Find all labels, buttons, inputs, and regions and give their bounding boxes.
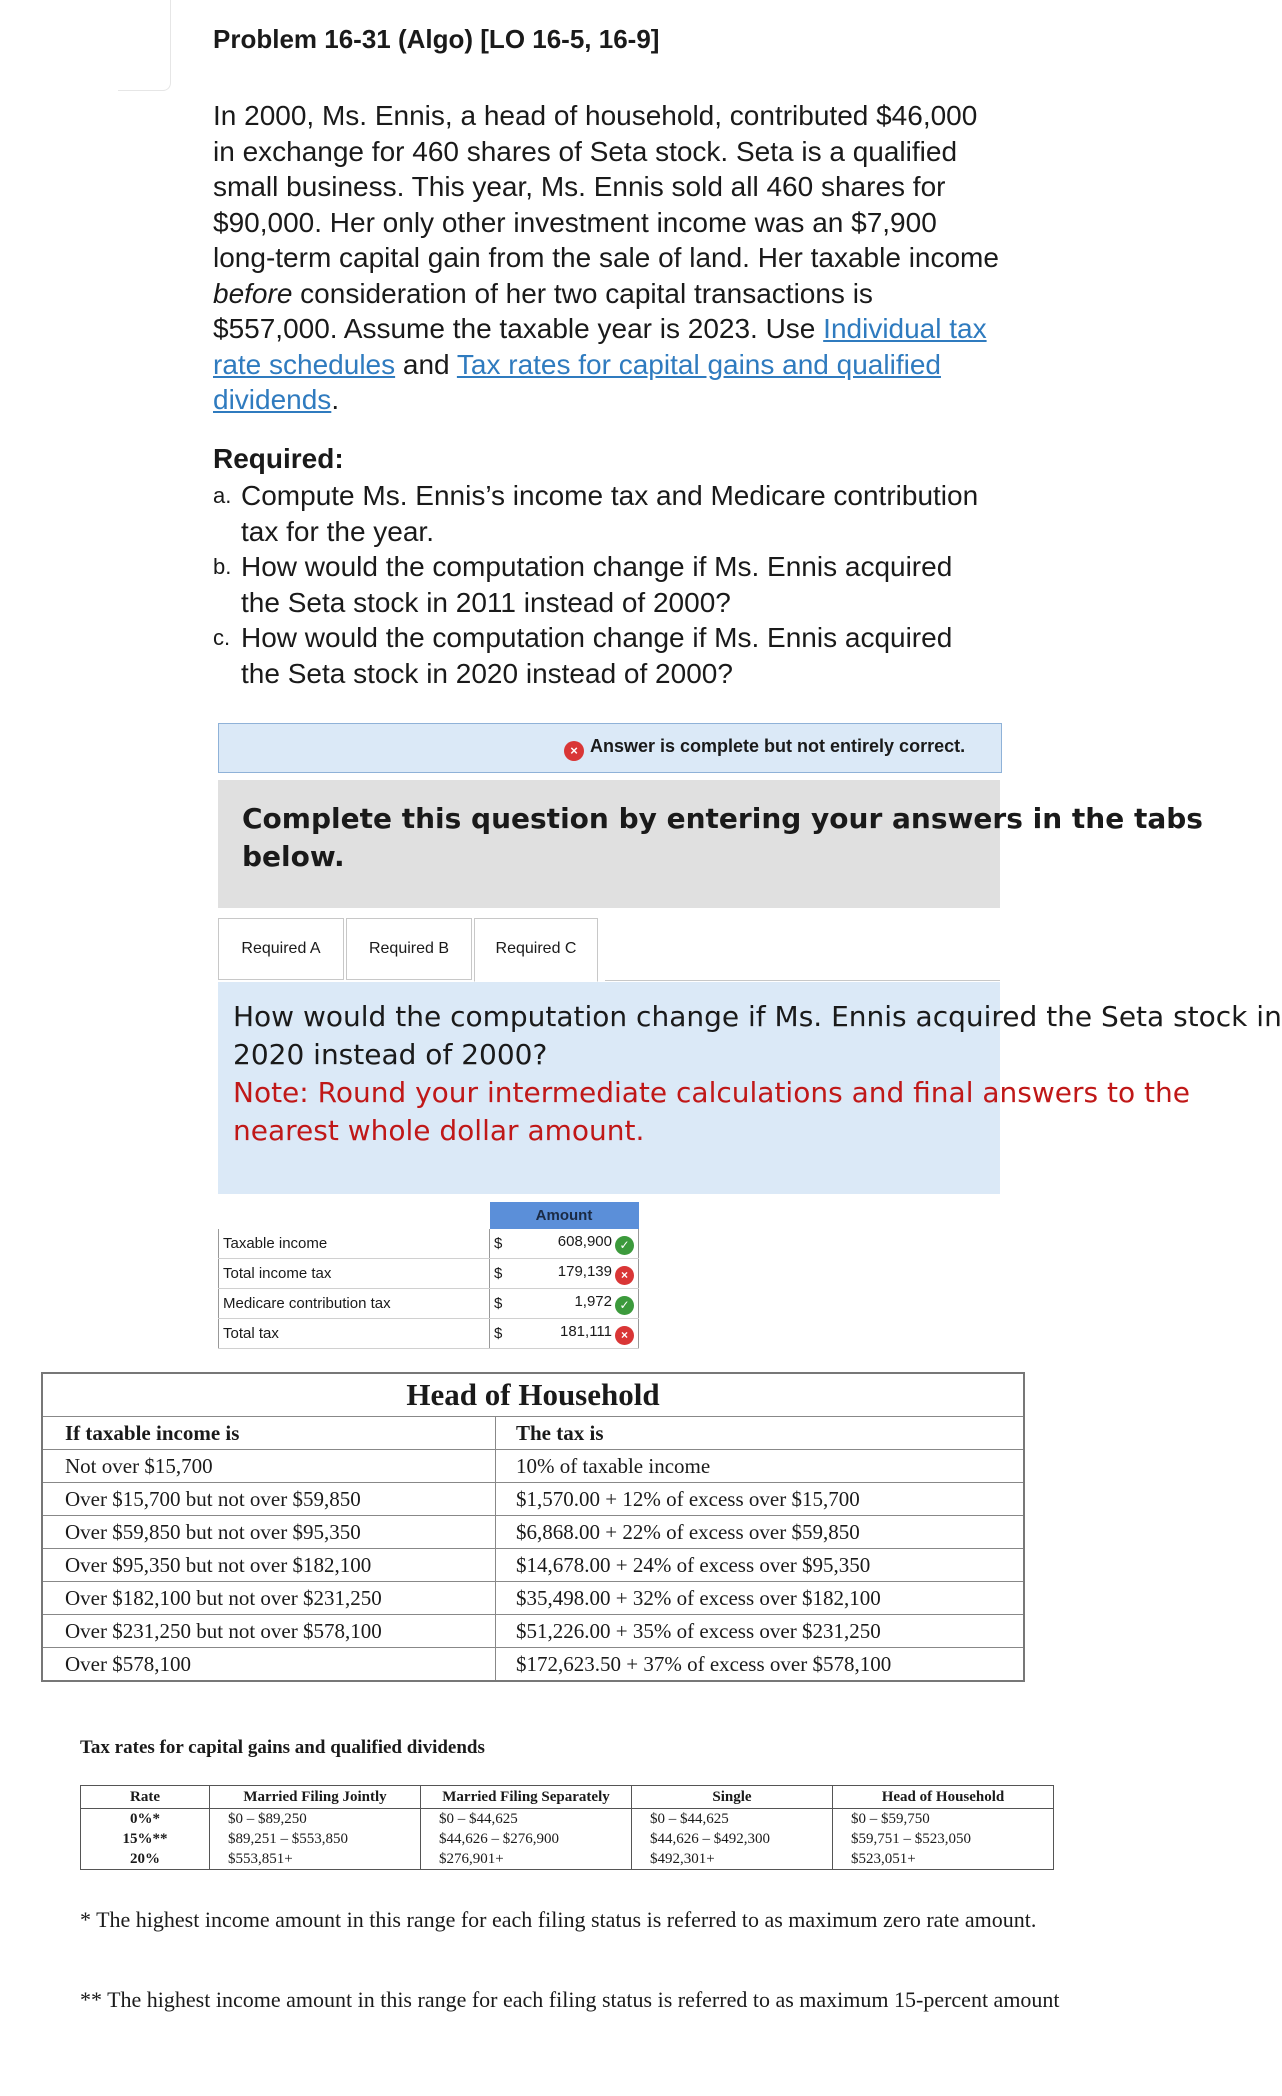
hoh-income-cell: Over $578,100 (42, 1648, 496, 1682)
required-item-letter: c. (213, 625, 231, 650)
head-of-household-table (41, 1372, 1025, 1682)
cg-header-single: Single (632, 1786, 833, 1809)
note-line2: nearest whole dollar amount. (233, 1114, 645, 1147)
capital-gains-table-title: Tax rates for capital gains and qualified dividends (80, 1737, 485, 1758)
table-row (219, 1229, 639, 1259)
hoh-col-header-tax: The tax is (496, 1417, 1025, 1450)
error-icon: × (564, 741, 584, 761)
cg-cell: $59,751 – $523,050 (833, 1829, 1054, 1849)
capital-gains-rates-link[interactable]: Tax rates for capital gains and qualified dividends (213, 348, 941, 415)
capital-gains-table (80, 1785, 1054, 1870)
table-row (42, 1549, 1024, 1582)
table-row (219, 1289, 639, 1319)
total-income-tax-input[interactable] (518, 1259, 639, 1289)
required-item-letter: a. (213, 483, 232, 508)
error-icon: × (615, 1326, 634, 1345)
answer-table-blank-header (219, 1202, 490, 1229)
required-item-a (213, 478, 993, 549)
hoh-col-header-income: If taxable income is (42, 1417, 496, 1450)
table-row (219, 1259, 639, 1289)
individual-tax-rate-schedules-link[interactable]: Individual tax rate schedules (213, 313, 987, 380)
answer-status-text: Answer is complete but not entirely correct. (590, 736, 966, 756)
cg-rate-cell: 0%* (81, 1809, 210, 1830)
currency-symbol: $ (490, 1259, 519, 1289)
row-label: Total income tax (219, 1259, 490, 1289)
table-row (81, 1849, 1054, 1870)
hoh-table-title: Head of Household (42, 1373, 1024, 1417)
hoh-income-cell: Over $95,350 but not over $182,100 (42, 1549, 496, 1582)
hoh-tax-cell: $51,226.00 + 35% of excess over $231,250 (496, 1615, 1025, 1648)
hoh-tax-cell: 10% of taxable income (496, 1450, 1025, 1483)
cg-cell: $492,301+ (632, 1849, 833, 1870)
rounding-note (233, 1074, 1190, 1150)
required-title: Required: (213, 443, 344, 474)
footnote-fifteen-percent: ** The highest income amount in this range for each filing status is referred to as maximum 15-percent amount (80, 1987, 1060, 2012)
table-row (81, 1809, 1054, 1830)
currency-symbol: $ (490, 1319, 519, 1349)
taxable-income-value: 608,900 (557, 1232, 612, 1250)
cg-cell: $276,901+ (421, 1849, 632, 1870)
problem-text-emphasis: before (213, 277, 293, 309)
cg-cell: $0 – $59,750 (833, 1809, 1054, 1830)
question-box (218, 982, 1282, 1194)
cg-cell: $44,626 – $276,900 (421, 1829, 632, 1849)
hoh-tax-cell: $172,623.50 + 37% of excess over $578,100 (496, 1648, 1025, 1682)
cg-header-rate: Rate (81, 1786, 210, 1809)
question-line2: 2020 instead of 2000? (233, 1038, 548, 1071)
instruction-box (218, 780, 1203, 908)
cg-rate-cell: 20% (81, 1849, 210, 1870)
row-label: Taxable income (219, 1229, 490, 1259)
cg-header-mfj: Married Filing Jointly (210, 1786, 421, 1809)
hoh-tax-cell: $35,498.00 + 32% of excess over $182,100 (496, 1582, 1025, 1615)
table-row (42, 1582, 1024, 1615)
cg-cell: $89,251 – $553,850 (210, 1829, 421, 1849)
answer-status-bar (218, 723, 1002, 773)
hoh-income-cell: Over $59,850 but not over $95,350 (42, 1516, 496, 1549)
hoh-tax-cell: $14,678.00 + 24% of excess over $95,350 (496, 1549, 1025, 1582)
answer-status (564, 736, 965, 761)
check-icon: ✓ (615, 1236, 634, 1255)
table-row (42, 1483, 1024, 1516)
hoh-income-cell: Over $231,250 but not over $578,100 (42, 1615, 496, 1648)
currency-symbol: $ (490, 1289, 519, 1319)
table-row (42, 1450, 1024, 1483)
cg-cell: $0 – $44,625 (632, 1809, 833, 1830)
required-item-letter: b. (213, 554, 232, 579)
problem-text-end: . (331, 384, 340, 415)
problem-text-part2: consideration of her two capital transactions is $557,000. Assume the taxable year is 2023. Use (213, 277, 873, 344)
total-income-tax-value: 179,139 (557, 1262, 612, 1280)
table-row (81, 1829, 1054, 1849)
required-item-text: Compute Ms. Ennis’s income tax and Medicare contribution tax for the year. (241, 480, 979, 547)
medicare-tax-value: 1,972 (574, 1292, 612, 1310)
cg-cell: $0 – $44,625 (421, 1809, 632, 1830)
tab-divider (605, 980, 1000, 981)
hoh-income-cell: Over $15,700 but not over $59,850 (42, 1483, 496, 1516)
table-row (42, 1516, 1024, 1549)
problem-text-and: and (395, 348, 457, 380)
cg-cell: $523,051+ (833, 1849, 1054, 1870)
tab-required-c[interactable]: Required C (474, 918, 598, 982)
table-row (42, 1615, 1024, 1648)
instruction-line2: below. (242, 840, 345, 873)
hoh-income-cell: Not over $15,700 (42, 1450, 496, 1483)
required-item-b (213, 549, 993, 620)
total-tax-input[interactable] (518, 1319, 639, 1349)
medicare-tax-input[interactable] (518, 1289, 639, 1319)
cg-cell: $44,626 – $492,300 (632, 1829, 833, 1849)
required-item-c (213, 620, 993, 691)
error-icon: × (615, 1266, 634, 1285)
required-list (213, 478, 993, 691)
problem-text (213, 98, 1003, 418)
top-bracket-decoration (118, 0, 171, 91)
total-tax-value: 181,111 (560, 1322, 612, 1340)
table-row (219, 1319, 639, 1349)
required-item-text: How would the computation change if Ms. Ennis acquired the Seta stock in 2011 instead of 2000? (241, 551, 953, 618)
check-icon: ✓ (615, 1296, 634, 1315)
instruction-line1: Complete this question by entering your answers in the tabs (242, 802, 1203, 835)
amount-header: Amount (490, 1202, 639, 1229)
row-label: Total tax (219, 1319, 490, 1349)
footnote-zero-rate: * The highest income amount in this range for each filing status is referred to as maximum zero rate amount. (80, 1907, 1037, 1932)
tab-required-b[interactable]: Required B (346, 918, 472, 980)
instruction-text (242, 800, 1203, 876)
row-label: Medicare contribution tax (219, 1289, 490, 1319)
cg-header-hoh: Head of Household (833, 1786, 1054, 1809)
answer-table (218, 1202, 639, 1349)
question-text (233, 998, 1282, 1074)
question-line1: How would the computation change if Ms. Ennis acquired the Seta stock in (233, 1000, 1282, 1033)
taxable-income-input[interactable] (518, 1229, 639, 1259)
hoh-income-cell: Over $182,100 but not over $231,250 (42, 1582, 496, 1615)
table-row (42, 1648, 1024, 1682)
cg-header-mfs: Married Filing Separately (421, 1786, 632, 1809)
tab-required-a[interactable]: Required A (218, 918, 344, 980)
currency-symbol: $ (490, 1229, 519, 1259)
cg-cell: $553,851+ (210, 1849, 421, 1870)
note-line1: Note: Round your intermediate calculations and final answers to the (233, 1076, 1190, 1109)
hoh-tax-cell: $1,570.00 + 12% of excess over $15,700 (496, 1483, 1025, 1516)
hoh-tax-cell: $6,868.00 + 22% of excess over $59,850 (496, 1516, 1025, 1549)
cg-cell: $0 – $89,250 (210, 1809, 421, 1830)
problem-text-part1: In 2000, Ms. Ennis, a head of household, contributed $46,000 in exchange for 460 shares of Seta stock. Seta is a qualified small business. This year, Ms. Ennis sold all 460 shares for $90,000. Her only other investment income was an $7,900 long-term capital gain from the sale of land. Her taxable income (213, 100, 999, 273)
cg-rate-cell: 15%** (81, 1829, 210, 1849)
problem-title: Problem 16-31 (Algo) [LO 16-5, 16-9] (213, 24, 660, 54)
required-item-text: How would the computation change if Ms. Ennis acquired the Seta stock in 2020 instead of 2000? (241, 622, 953, 689)
